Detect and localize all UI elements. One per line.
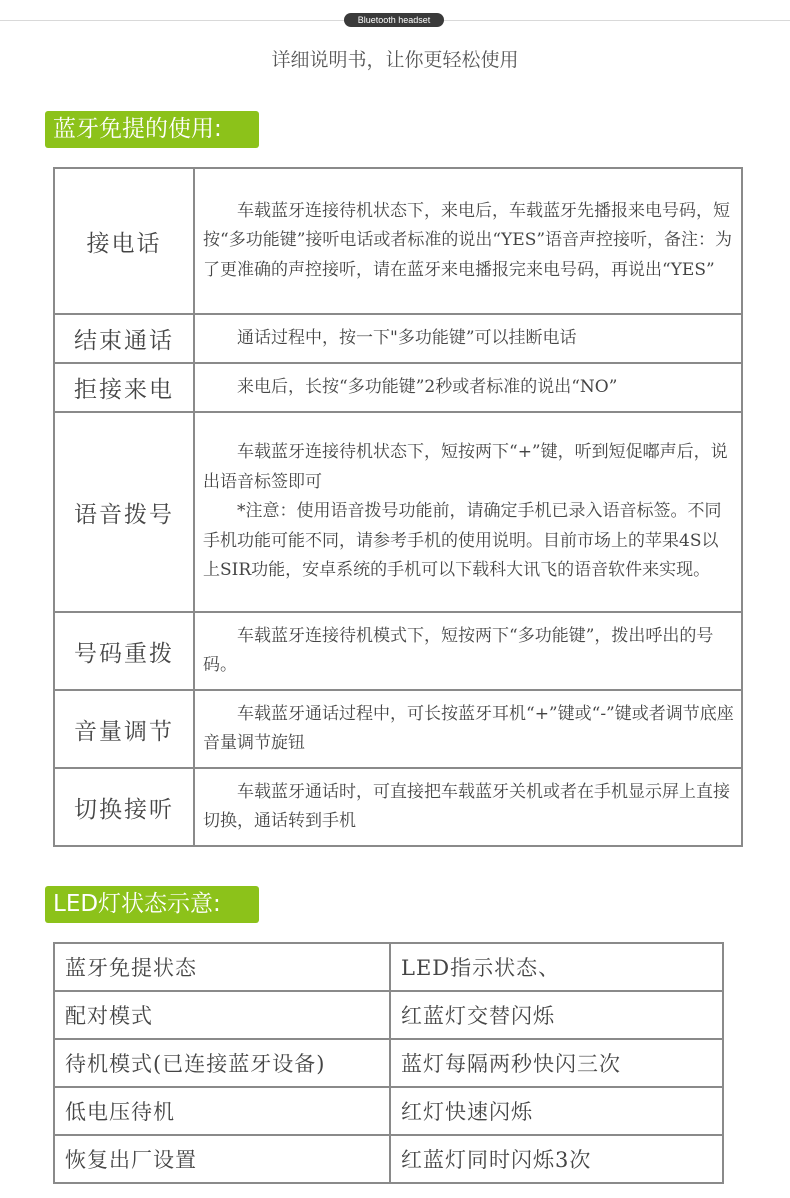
- function-cell: 音量调节: [54, 690, 194, 768]
- led-status-table: [53, 942, 724, 1184]
- table-row: [54, 168, 742, 314]
- table-row: [54, 612, 742, 690]
- description-text: 车载蓝牙连接待机模式下，短按两下“多功能键”，拨出呼出的号码。: [203, 625, 714, 675]
- led-indication-cell: LED指示状态、: [390, 943, 723, 991]
- description-text: 车载蓝牙连接待机状态下，短按两下“+”键，听到短促嘟声后，说出语音标签即可: [203, 442, 728, 492]
- table-row: [54, 412, 742, 612]
- function-cell: 结束通话: [54, 314, 194, 363]
- page-subtitle: 详细说明书，让你更轻松使用: [271, 49, 519, 71]
- function-cell: 切换接听: [54, 768, 194, 846]
- description-text: 车载蓝牙通话时，可直接把车载蓝牙关机或者在手机显示屏上直接切换，通话转到手机: [203, 781, 730, 831]
- description-text: 通话过程中，按一下"多功能键”可以挂断电话: [237, 327, 577, 348]
- table-row: [54, 768, 742, 846]
- status-mode-cell: 待机模式(已连接蓝牙设备): [54, 1039, 390, 1087]
- function-cell: 接电话: [54, 168, 194, 314]
- led-section-title: LED灯状态示意:: [45, 886, 259, 923]
- led-indication-cell: 蓝灯每隔两秒快闪三次: [390, 1039, 723, 1087]
- function-cell: 拒接来电: [54, 363, 194, 412]
- description-cell: [194, 768, 742, 846]
- description-cell: [194, 412, 742, 612]
- table-row: [54, 991, 723, 1039]
- led-indication-cell: 红灯快速闪烁: [390, 1087, 723, 1135]
- description-cell: [194, 363, 742, 412]
- note-text: *注意：使用语音拨号功能前，请确定手机已录入语音标签。不同手机功能可能不同，请参考手机的使用说明。目前市场上的苹果4S以上SIR功能，安卓系统的手机可以下载科大讯飞的语音软件来实现。: [203, 501, 722, 581]
- description-text: 车载蓝牙通话过程中，可长按蓝牙耳机“+”键或“-”键或者调节底座音量调节旋钮: [203, 703, 734, 753]
- status-mode-cell: 配对模式: [54, 991, 390, 1039]
- status-mode-cell: 恢复出厂设置: [54, 1135, 390, 1183]
- description-text: 车载蓝牙连接待机状态下，来电后，车载蓝牙先播报来电号码，短按“多功能键”接听电话或者标准的说出“YES”语音声控接听，备注：为了更准确的声控接听，请在蓝牙来电播报完来电号码，再说出“YES”: [203, 200, 733, 280]
- function-cell: 号码重拨: [54, 612, 194, 690]
- description-cell: [194, 690, 742, 768]
- table-row: [54, 1039, 723, 1087]
- table-row: [54, 1135, 723, 1183]
- description-text: 来电后，长按“多功能键”2秒或者标准的说出“NO”: [237, 376, 618, 397]
- function-cell: 语音拨号: [54, 412, 194, 612]
- description-cell: [194, 612, 742, 690]
- status-mode-cell: 蓝牙免提状态: [54, 943, 390, 991]
- usage-section-title: 蓝牙免提的使用:: [45, 111, 259, 148]
- table-row: [54, 690, 742, 768]
- header-badge: Bluetooth headset: [344, 13, 444, 27]
- usage-table: [53, 167, 743, 847]
- table-row: [54, 314, 742, 363]
- table-row: [54, 1087, 723, 1135]
- led-indication-cell: 红蓝灯交替闪烁: [390, 991, 723, 1039]
- status-mode-cell: 低电压待机: [54, 1087, 390, 1135]
- table-row: [54, 943, 723, 991]
- description-cell: [194, 168, 742, 314]
- description-cell: [194, 314, 742, 363]
- led-indication-cell: 红蓝灯同时闪烁3次: [390, 1135, 723, 1183]
- table-row: [54, 363, 742, 412]
